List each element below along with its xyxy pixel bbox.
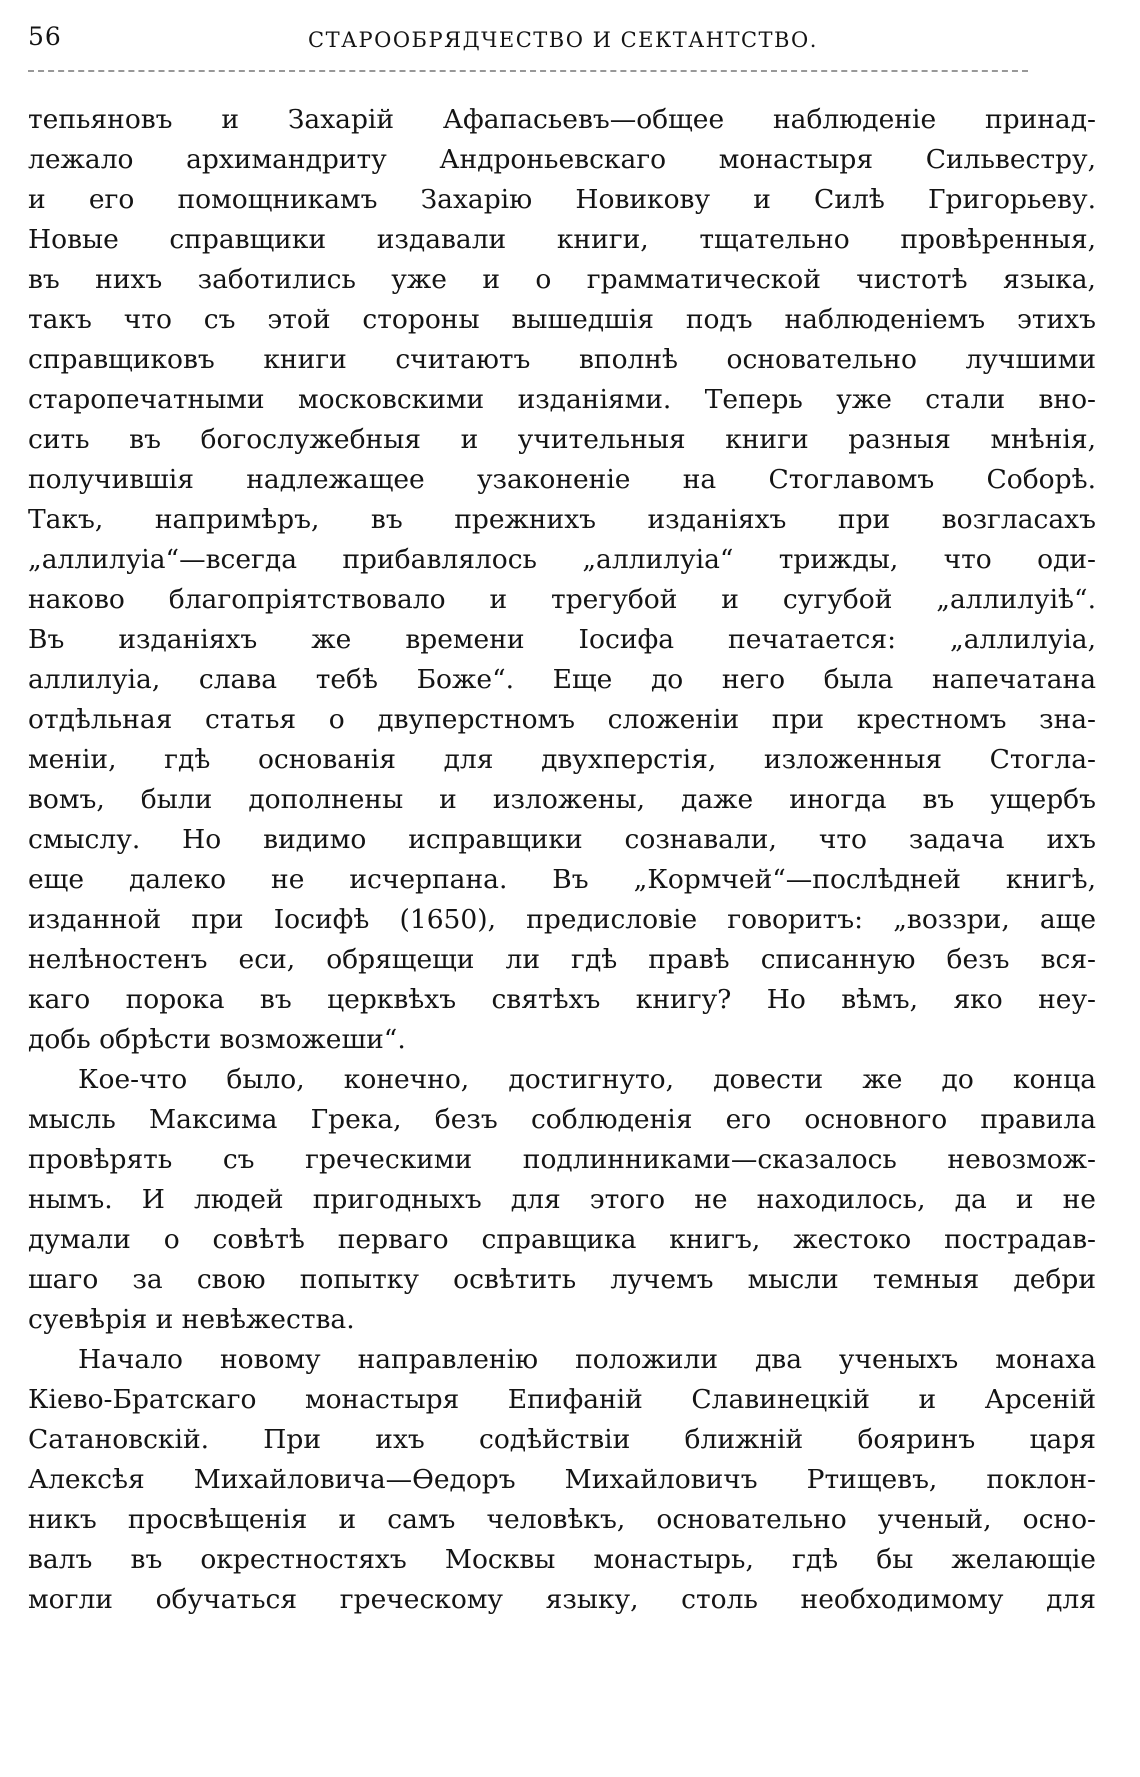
text-line: еще далеко не исчерпана. Въ „Кормчей“—послѣдней книгѣ, [28, 864, 1096, 895]
text-line: каго порока въ церквѣхъ святѣхъ книгу? Но вѣмъ, яко неу- [28, 984, 1096, 1015]
text-line: суевѣрія и невѣжества. [28, 1304, 355, 1335]
text-line: изданной при Іосифѣ (1650), предисловіе говоритъ: „воззри, аще [28, 904, 1096, 935]
paragraph [28, 1340, 1096, 1620]
text-line: думали о совѣтѣ перваго справщика книгъ, жестоко пострадав- [28, 1224, 1096, 1255]
text-line: меніи, гдѣ основанія для двухперстія, изложенныя Стогла- [28, 744, 1096, 775]
paragraph [28, 100, 1096, 1060]
header-rule [28, 70, 1028, 72]
running-title: СТАРООБРЯДЧЕСТВО И СЕКТАНТСТВО. [308, 28, 818, 52]
text-line: добь обрѣсти возможеши“. [28, 1024, 406, 1055]
text-line: шаго за свою попытку освѣтить лучемъ мысли темныя дебри [28, 1264, 1096, 1295]
text-line: Такъ, напримѣръ, въ прежнихъ изданіяхъ при возгласахъ [28, 504, 1096, 535]
text-line: никъ просвѣщенія и самъ человѣкъ, основательно ученый, осно- [28, 1504, 1096, 1535]
text-line: могли обучаться греческому языку, столь необходимому для [28, 1584, 1096, 1615]
text-line: Кое-что было, конечно, достигнуто, довести же до конца [78, 1064, 1096, 1095]
text-line: Алексѣя Михайловича—Ѳедоръ Михайловичъ Ртищевъ, поклон- [28, 1464, 1096, 1495]
page-number: 56 [28, 22, 62, 51]
text-line: мысль Максима Грека, безъ соблюденія его основного правила [28, 1104, 1096, 1135]
text-line: смыслу. Но видимо исправщики сознавали, что задача ихъ [28, 824, 1096, 855]
text-line: тепьяновъ и Захарій Афапасьевъ—общее наблюденіе принад- [28, 104, 1096, 135]
text-line: нелѣностенъ еси, обрящещи ли гдѣ правѣ списанную безъ вся- [28, 944, 1096, 975]
text-line: „аллилуіа“—всегда прибавлялось „аллилуіа“ трижды, что оди- [28, 544, 1096, 575]
running-head [28, 22, 1098, 62]
text-line: вомъ, были дополнены и изложены, даже иногда въ ущербъ [28, 784, 1096, 815]
text-line: такъ что съ этой стороны вышедшія подъ наблюденіемъ этихъ [28, 304, 1096, 335]
text-line: аллилуіа, слава тебѣ Боже“. Еще до него была напечатана [28, 664, 1096, 695]
text-line: въ нихъ заботились уже и о грамматической чистотѣ языка, [28, 264, 1096, 295]
text-line: получившія надлежащее узаконеніе на Стоглавомъ Соборѣ. [28, 464, 1096, 495]
text-line: Въ изданіяхъ же времени Іосифа печатается: „аллилуіа, [28, 624, 1096, 655]
text-line: сить въ богослужебныя и учительныя книги разныя мнѣнія, [28, 424, 1096, 455]
text-line: валъ въ окрестностяхъ Москвы монастырь, гдѣ бы желающіе [28, 1544, 1096, 1575]
text-line: Новые справщики издавали книги, тщательно провѣренныя, [28, 224, 1096, 255]
body-text [28, 100, 1096, 1620]
text-line: провѣрять съ греческими подлинниками—сказалось невозмож- [28, 1144, 1096, 1175]
text-line: справщиковъ книги считаютъ вполнѣ основательно лучшими [28, 344, 1096, 375]
text-line: нымъ. И людей пригодныхъ для этого не находилось, да и не [28, 1184, 1096, 1215]
text-line: старопечатными московскими изданіями. Теперь уже стали вно- [28, 384, 1096, 415]
text-line: Начало новому направленію положили два ученыхъ монаха [78, 1344, 1096, 1375]
text-line: наково благопріятствовало и трегубой и сугубой „аллилуіѣ“. [28, 584, 1096, 615]
text-line: Сатановскій. При ихъ содѣйствіи ближній бояринъ царя [28, 1424, 1096, 1455]
text-line: Кіево-Братскаго монастыря Епифаній Славинецкій и Арсеній [28, 1384, 1096, 1415]
paragraph [28, 1060, 1096, 1340]
text-line: и его помощникамъ Захарію Новикову и Силѣ Григорьеву. [28, 184, 1096, 215]
text-line: лежало архимандриту Андроньевскаго монастыря Сильвестру, [28, 144, 1096, 175]
text-line: отдѣльная статья о двуперстномъ сложеніи при крестномъ зна- [28, 704, 1096, 735]
